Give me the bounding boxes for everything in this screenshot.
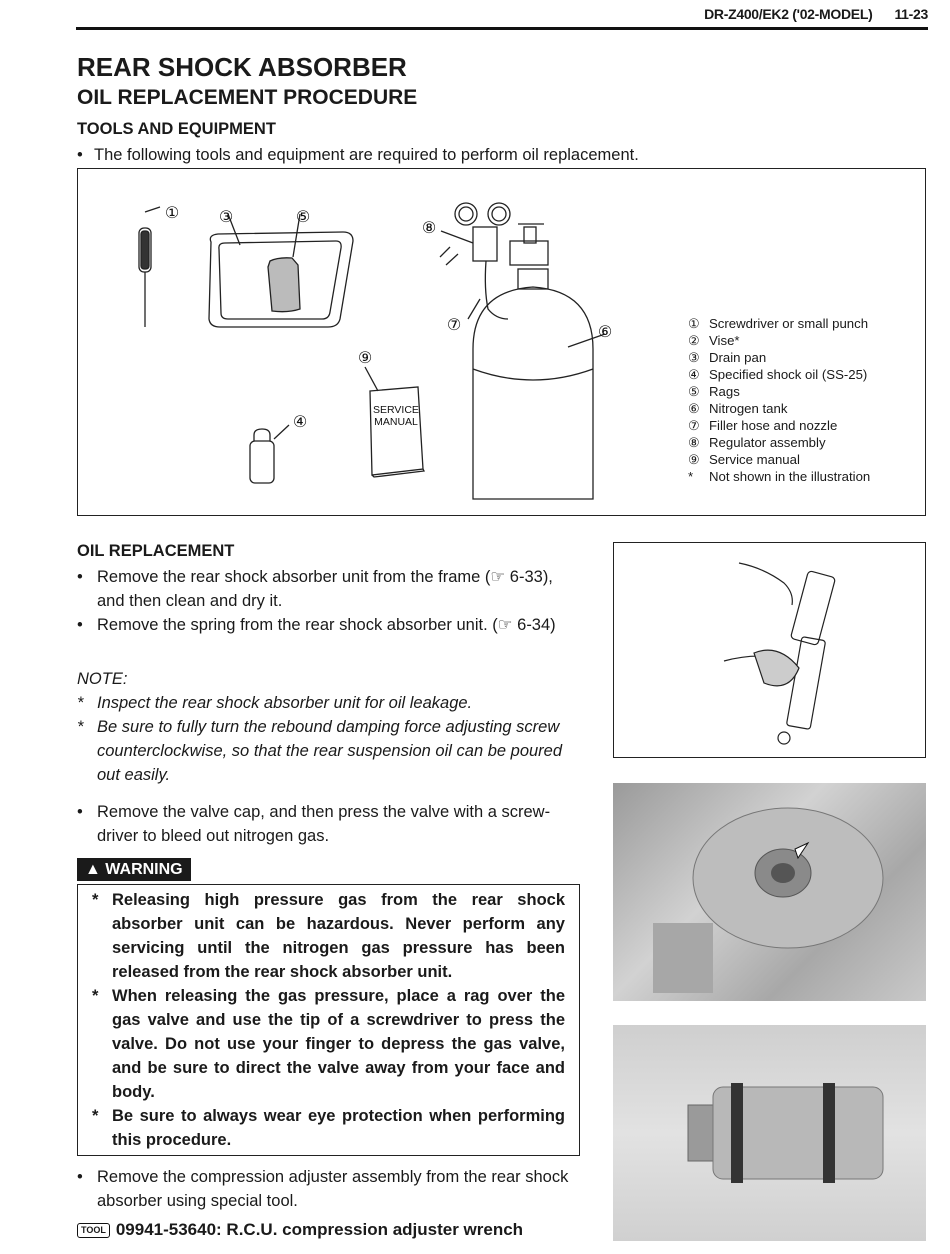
warning-item: * Be sure to always wear eye protection when performing this procedure. — [92, 1107, 565, 1149]
step-bleed-gas: • Remove the valve cap, and then press the valve with a screw-driver to bleed out nitrogen gas. — [77, 803, 551, 845]
callout-8: ⑧ — [421, 218, 437, 237]
warning-tag: ▲ WARNING — [77, 858, 191, 881]
tools-heading: TOOLS AND EQUIPMENT — [77, 120, 276, 138]
diagram-legend — [688, 315, 870, 485]
model-label: DR-Z400/EK2 ('02-MODEL) — [704, 6, 873, 22]
manual-label-1: SERVICE — [373, 404, 419, 416]
page-header — [704, 6, 928, 22]
callout-7: ⑦ — [446, 315, 462, 334]
screwdriver-drawing — [139, 207, 160, 327]
callout-6: ⑥ — [597, 322, 613, 341]
valve-photo — [613, 783, 926, 1001]
legend-item: ⑦ Filler hose and nozzle — [688, 418, 838, 433]
shock-oil-bottle-drawing — [250, 425, 289, 483]
step-remove-adjuster: • Remove the compression adjuster assembly from the rear shock absorber using special tool. — [77, 1168, 569, 1210]
list-item: • Remove the spring from the rear shock absorber unit. (☞ 6-34) — [77, 616, 556, 634]
legend-item: ② Vise* — [688, 333, 740, 348]
legend-item: ⑧ Regulator assembly — [688, 435, 826, 450]
tools-intro: • The following tools and equipment are required to perform oil replacement. — [77, 143, 937, 167]
legend-item: ⑨ Service manual — [688, 452, 800, 467]
legend-item: ⑥ Nitrogen tank — [688, 401, 788, 416]
callout-4: ④ — [292, 412, 308, 431]
legend-item: ③ Drain pan — [688, 350, 767, 365]
steps-list-1 — [77, 565, 580, 637]
page-title: REAR SHOCK ABSORBER — [77, 52, 407, 82]
warning-box — [77, 884, 580, 1156]
notes-list — [77, 691, 582, 787]
header-rule — [76, 27, 928, 30]
special-tool-line — [77, 1220, 523, 1240]
legend-item: ① Screwdriver or small punch — [688, 316, 869, 331]
callout-9: ⑨ — [357, 348, 373, 367]
legend-item: ④ Specified shock oil (SS-25) — [688, 367, 868, 382]
callout-5: ⑤ — [295, 207, 311, 226]
callout-3: ③ — [218, 207, 234, 226]
callout-1: ① — [164, 203, 180, 222]
note-item: * Inspect the rear shock absorber unit for oil leakage. — [77, 694, 473, 712]
warning-item: * When releasing the gas pressure, place a rag over the gas valve and use the tip of a screwdriver to press the valve. Do not use your finger to depress the gas valve, and be sure to direct the valve away from your face and body. — [92, 987, 565, 1101]
note-label: NOTE: — [77, 670, 128, 688]
warning-item: * Releasing high pressure gas from the rear shock absorber unit can be hazardous. Never perform any servicing until the nitrogen gas pressure has been released from the rear shock absorber unit. — [92, 891, 565, 981]
drain-pan-drawing — [209, 214, 353, 327]
section-title: OIL REPLACEMENT PROCEDURE — [77, 86, 418, 109]
compression-adjuster-photo — [613, 1025, 926, 1241]
list-item: • Remove the rear shock absorber unit from the frame (☞ 6-33), and then clean and dry it. — [77, 568, 553, 610]
manual-label-2: MANUAL — [374, 416, 418, 428]
tools-diagram — [77, 168, 926, 516]
note-item: * Be sure to fully turn the rebound damping force adjusting screw counterclockwise, so that the rear suspension oil can be poured out easily. — [77, 718, 563, 784]
shock-in-vise-illustration — [613, 542, 926, 758]
tool-icon: TOOL — [77, 1223, 110, 1238]
warning-triangle-icon: ▲ — [85, 861, 101, 878]
legend-item: * Not shown in the illustration — [688, 469, 871, 484]
tools-intro-text: The following tools and equipment are required to perform oil replacement. — [94, 146, 639, 164]
special-tool-text: 09941-53640: R.C.U. compression adjuster wrench — [115, 1220, 524, 1239]
oil-replacement-heading: OIL REPLACEMENT — [77, 542, 235, 560]
page-number: 11-23 — [894, 6, 928, 22]
nitrogen-tank-drawing — [440, 203, 605, 499]
legend-item: ⑤ Rags — [688, 384, 740, 399]
